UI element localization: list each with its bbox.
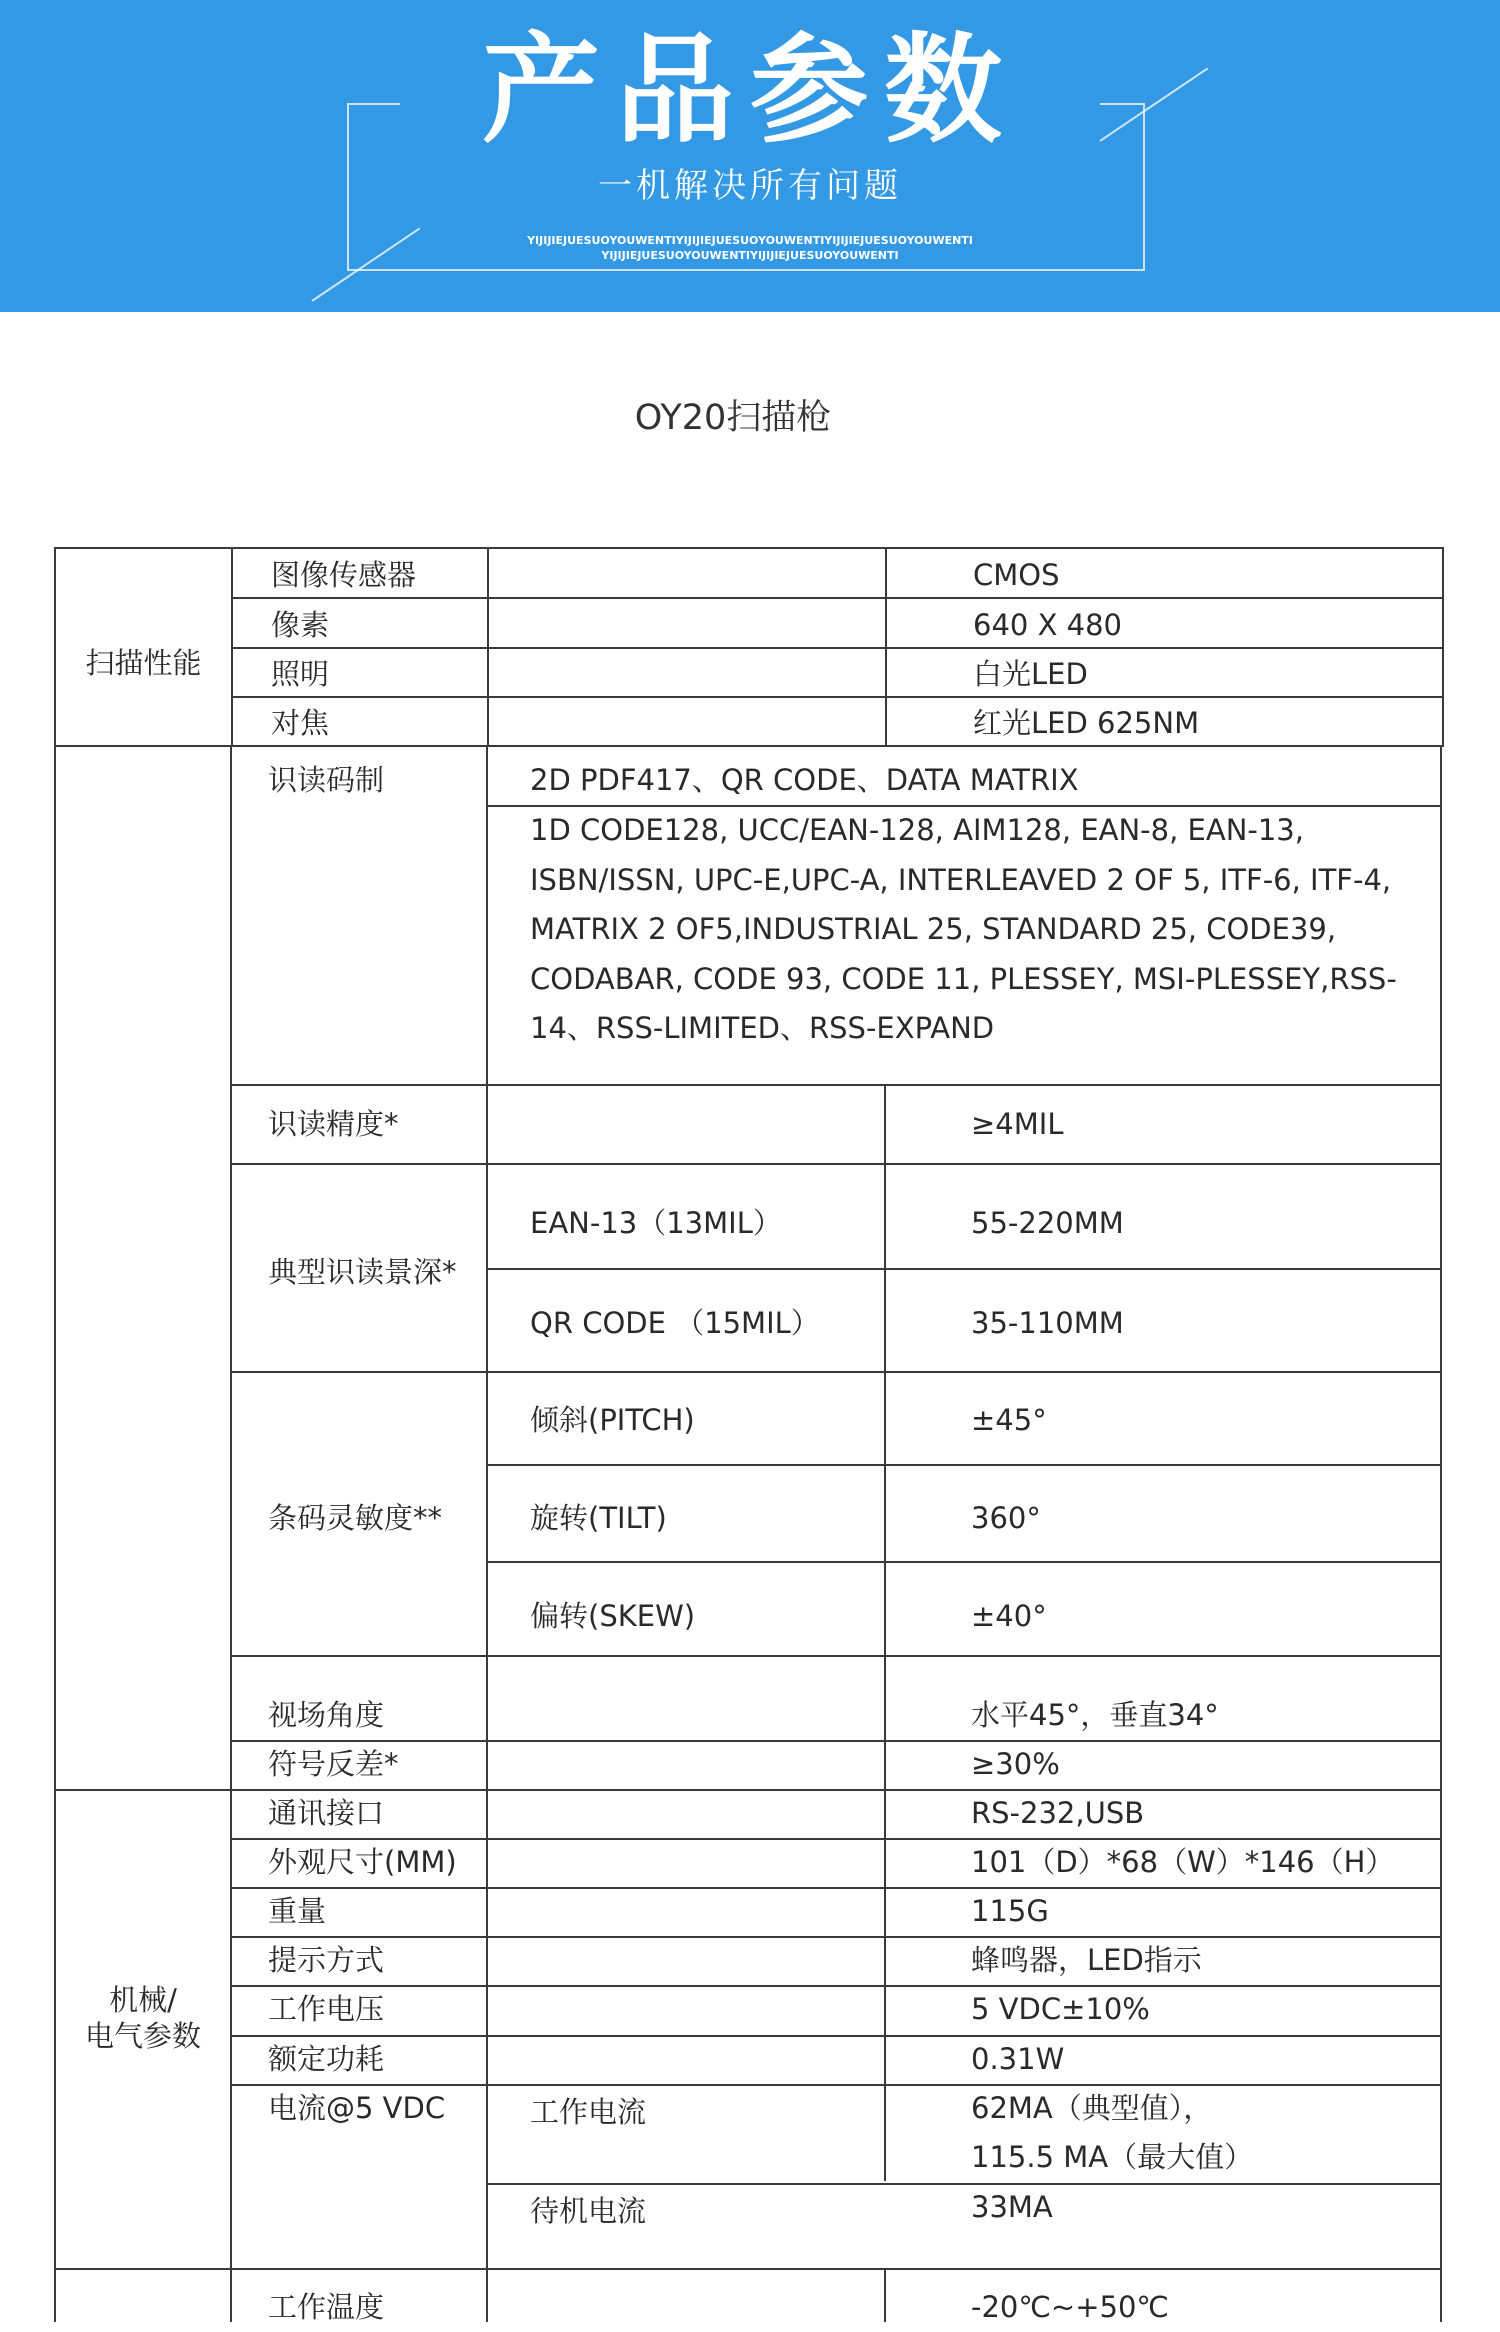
param-name: 对焦 bbox=[232, 697, 488, 746]
param-name: 额定功耗 bbox=[268, 2042, 385, 2076]
param-sub: 待机电流 bbox=[530, 2194, 647, 2228]
param-sub: QR CODE （15MIL） bbox=[530, 1306, 820, 1340]
spec-table bbox=[54, 547, 1444, 747]
param-name: 视场角度 bbox=[268, 1698, 385, 1732]
banner-pinyin-line: YIJIJIEJUESUOYOUWENTIYIJIJIEJUESUOYOUWENTI bbox=[601, 249, 899, 262]
param-value: ≥30% bbox=[971, 1747, 1060, 1781]
param-value: RS-232,USB bbox=[971, 1796, 1145, 1830]
param-name: 图像传感器 bbox=[232, 548, 488, 598]
param-name: 照明 bbox=[232, 648, 488, 697]
param-value: 5 VDC±10% bbox=[971, 1992, 1150, 2026]
param-value: 0.31W bbox=[971, 2042, 1065, 2076]
banner-pinyin-line: YIJIJIEJUESUOYOUWENTIYIJIJIEJUESUOYOUWENTIYIJIJIEJUESUOYOUWENTI bbox=[527, 234, 973, 247]
param-name: 识读码制 bbox=[268, 763, 385, 797]
param-value: 101（D）*68（W）*146（H） bbox=[971, 1845, 1395, 1879]
param-value-2d: 2D PDF417、QR CODE、DATA MATRIX bbox=[530, 763, 1079, 797]
table-row bbox=[55, 697, 1443, 746]
param-sub: EAN-13（13MIL） bbox=[530, 1206, 782, 1240]
param-name: 工作温度 bbox=[268, 2290, 385, 2324]
param-sub: 工作电流 bbox=[530, 2095, 647, 2129]
param-name: 条码灵敏度** bbox=[268, 1501, 443, 1535]
param-name: 识读精度* bbox=[268, 1107, 399, 1141]
param-value: 白光LED bbox=[886, 648, 1443, 697]
table-row bbox=[55, 548, 1443, 598]
param-name: 典型识读景深* bbox=[268, 1255, 457, 1289]
param-value: ±40° bbox=[971, 1599, 1047, 1633]
param-name: 工作电压 bbox=[268, 1992, 385, 2026]
param-value: -20℃~+50℃ bbox=[971, 2290, 1170, 2324]
banner-subtitle: 一机解决所有问题 bbox=[598, 166, 902, 206]
param-value: CMOS bbox=[886, 548, 1443, 598]
table-row bbox=[55, 598, 1443, 648]
header-banner bbox=[0, 0, 1500, 312]
param-sub: 倾斜(PITCH) bbox=[530, 1403, 695, 1437]
param-name: 电流@5 VDC bbox=[268, 2091, 446, 2125]
param-value: 115.5 MA（最大值） bbox=[971, 2140, 1254, 2174]
param-value: ≥4MIL bbox=[971, 1107, 1064, 1141]
param-value: 640 X 480 bbox=[886, 598, 1443, 648]
param-name: 提示方式 bbox=[268, 1943, 385, 1977]
param-value: 水平45°，垂直34° bbox=[971, 1698, 1219, 1732]
param-value: 115G bbox=[971, 1894, 1049, 1928]
param-value: 55-220MM bbox=[971, 1206, 1124, 1240]
category-scan: 扫描性能 bbox=[85, 646, 202, 680]
param-value: 35-110MM bbox=[971, 1306, 1124, 1340]
param-value: 蜂鸣器，LED指示 bbox=[971, 1943, 1202, 1977]
param-value: 33MA bbox=[971, 2190, 1053, 2224]
param-name: 重量 bbox=[268, 1894, 327, 1928]
param-name: 外观尺寸(MM) bbox=[268, 1845, 457, 1879]
param-name: 符号反差* bbox=[268, 1747, 399, 1781]
param-name: 通讯接口 bbox=[268, 1796, 385, 1830]
param-value-1d: 1D CODE128, UCC/EAN-128, AIM128, EAN-8, EAN-13, ISBN/ISSN, UPC-E,UPC-A, INTERLEAVED 2 OF 5, ITF-6, ITF-4, MATRIX 2 OF5,INDUSTRIAL 25, STANDARD 25, CODE39, CODABAR, CODE 93, CODE 11, PLESSEY, MSI-PLESSEY,RSS-14、RSS-LIMITED、RSS-EXPAND bbox=[530, 813, 1397, 1045]
product-title: OY20扫描枪 bbox=[634, 398, 832, 438]
param-value: 62MA（典型值）， bbox=[971, 2091, 1213, 2125]
param-name: 像素 bbox=[232, 598, 488, 648]
banner-title: 产品参数 bbox=[481, 21, 1018, 159]
category-mech: 机械/ 电气参数 bbox=[84, 1983, 201, 2053]
param-sub: 偏转(SKEW) bbox=[530, 1599, 696, 1633]
param-value: 360° bbox=[971, 1501, 1041, 1535]
category-cell bbox=[55, 548, 232, 746]
param-value: ±45° bbox=[971, 1403, 1047, 1437]
table-row bbox=[55, 648, 1443, 697]
param-sub: 旋转(TILT) bbox=[530, 1501, 667, 1535]
param-value: 红光LED 625NM bbox=[886, 697, 1443, 746]
